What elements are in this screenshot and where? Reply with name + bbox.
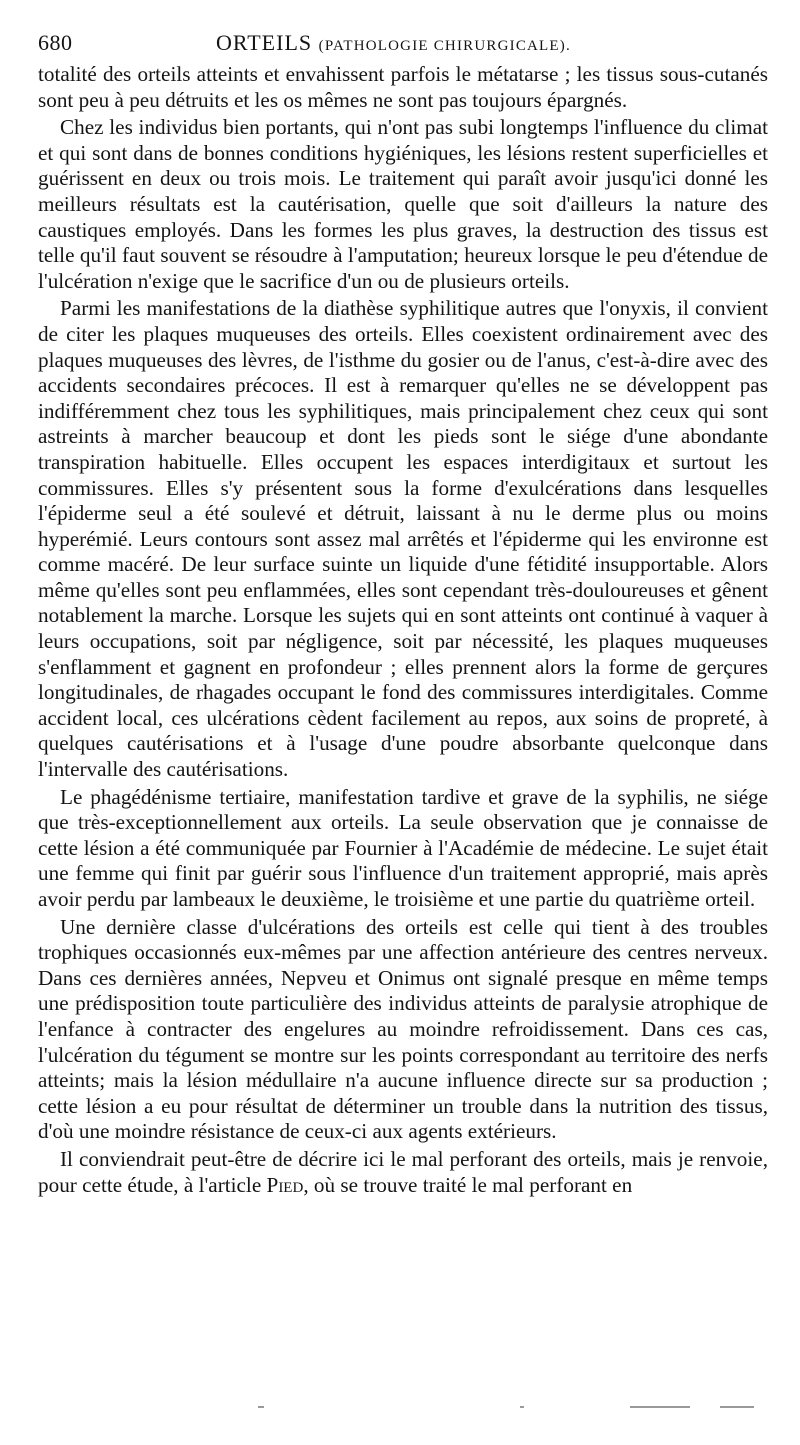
paragraph-climat: Chez les individus bien portants, qui n'ont pas subi longtemps l'influence du climat et qui sont dans de bonnes conditions hygiéniques, les lésions restent superficielles et guérissent en deux ou trois mois. Le traitement qui paraît avoir jusqu'ici donné les meilleurs résultats est la cautérisation, quelle que soit d'ailleurs la nature des caustiques employés. Dans les formes les plus graves, la destruction des tissus est telle qu'il faut souvent se résoudre à l'amputation; heureux lorsque le peu d'étendue de l'ulcération n'exige que le sacrifice d'un ou de plusieurs orteils. bbox=[38, 115, 768, 293]
paragraph-syphilis-plaques: Parmi les manifestations de la diathèse syphilitique autres que l'onyxis, il convient de citer les plaques muqueuses des orteils. Elles coexistent ordinairement avec des plaques muqueuses des lèvres, de l'isthme du gosier ou de l'anus, c'est-à-dire avec des accidents secondaires précoces. Il est à remarquer qu'elles ne se développent pas indifféremment chez tous les syphilitiques, mais principalement chez ceux qui sont astreints à marcher beaucoup et dont les pieds sont le siége d'une abondante transpiration habituelle. Elles occupent les espaces interdigitaux et surtout les commissures. Elles s'y présentent sous la forme d'exulcérations dans lesquelles l'épiderme seul a été soulevé et détruit, laissant à nu le derme plus ou moins hyperémié. Leurs contours sont assez mal arrêtés et l'épiderme qui les environne est comme macéré. De leur surface suinte un liquide d'une fétidité insupportable. Alors même qu'elles sont peu enflammées, elles sont cependant très-douloureuses et gênent notablement la marche. Lorsque les sujets qui en sont atteints ont continué à vaquer à leurs occupations, soit par négligence, soit par nécessité, les plaques muqueuses s'enflamment et gagnent en profondeur ; elles prennent alors la forme de gerçures longitudinales, de rhagades occupant le fond des commissures interdigitales. Comme accident local, ces ulcérations cèdent facilement au repos, aux soins de propreté, à quelques cautérisations et à l'usage d'une poudre absorbante quelconque dans l'intervalle des cautérisations. bbox=[38, 296, 768, 782]
running-head bbox=[38, 28, 768, 62]
body-text bbox=[38, 62, 768, 1198]
paragraph-mal-perforant bbox=[38, 1147, 768, 1198]
running-title-main: ORTEILS bbox=[216, 30, 313, 55]
print-mark bbox=[520, 1406, 524, 1408]
paragraph-phagedenisme: Le phagédénisme tertiaire, manifestation tardive et grave de la syphilis, ne siége que très-exceptionnellement aux orteils. La seule observation que je connaisse de cette lésion a été communiquée par Fournier à l'Académie de médecine. Le sujet était une femme qui finit par guérir sous l'influence d'un traitement approprié, mais après avoir perdu par lambeaux le deuxième, le troisième et une partie du quatrième orteil. bbox=[38, 784, 768, 911]
print-mark bbox=[258, 1406, 264, 1408]
document-page bbox=[38, 28, 768, 1198]
paragraph-mal-perforant-before: Il conviendrait peut-être de décrire ici le mal perforant des orteils, mais je renvoie, pour cette étude, à l'article bbox=[38, 1146, 768, 1197]
page-number: 680 bbox=[38, 30, 73, 55]
running-title bbox=[216, 30, 571, 56]
bottom-print-marks bbox=[250, 1406, 770, 1412]
cross-reference-pied: Pied bbox=[266, 1172, 304, 1197]
print-mark bbox=[630, 1406, 690, 1408]
running-title-subtitle: (PATHOLOGIE CHIRURGICALE). bbox=[318, 38, 571, 54]
paragraph-continued: totalité des orteils atteints et envahissent parfois le métatarse ; les tissus sous-cutanés sont peu à peu détruits et les os mêmes ne sont pas toujours épargnés. bbox=[38, 62, 768, 112]
paragraph-troubles-trophiques: Une dernière classe d'ulcérations des orteils est celle qui tient à des troubles trophiques occasionnés eux-mêmes par une affection antérieure des centres nerveux. Dans ces dernières années, Nepveu et Onimus ont signalé presque en même temps une prédisposition toute particulière des individus atteints de paralysie atrophique de l'enfance à contracter des engelures au moindre refroidissement. Dans ces cas, l'ulcération du tégument se montre sur les points correspondant au territoire des nerfs atteints; mais la lésion médullaire n'a aucune influence directe sur sa production ; cette lésion a eu pour résultat de déterminer un trouble dans la nutrition des tissus, d'où une moindre résistance de ceux-ci aux agents extérieurs. bbox=[38, 914, 768, 1144]
print-mark bbox=[720, 1406, 754, 1408]
paragraph-mal-perforant-after: , où se trouve traité le mal perforant en bbox=[303, 1172, 633, 1197]
